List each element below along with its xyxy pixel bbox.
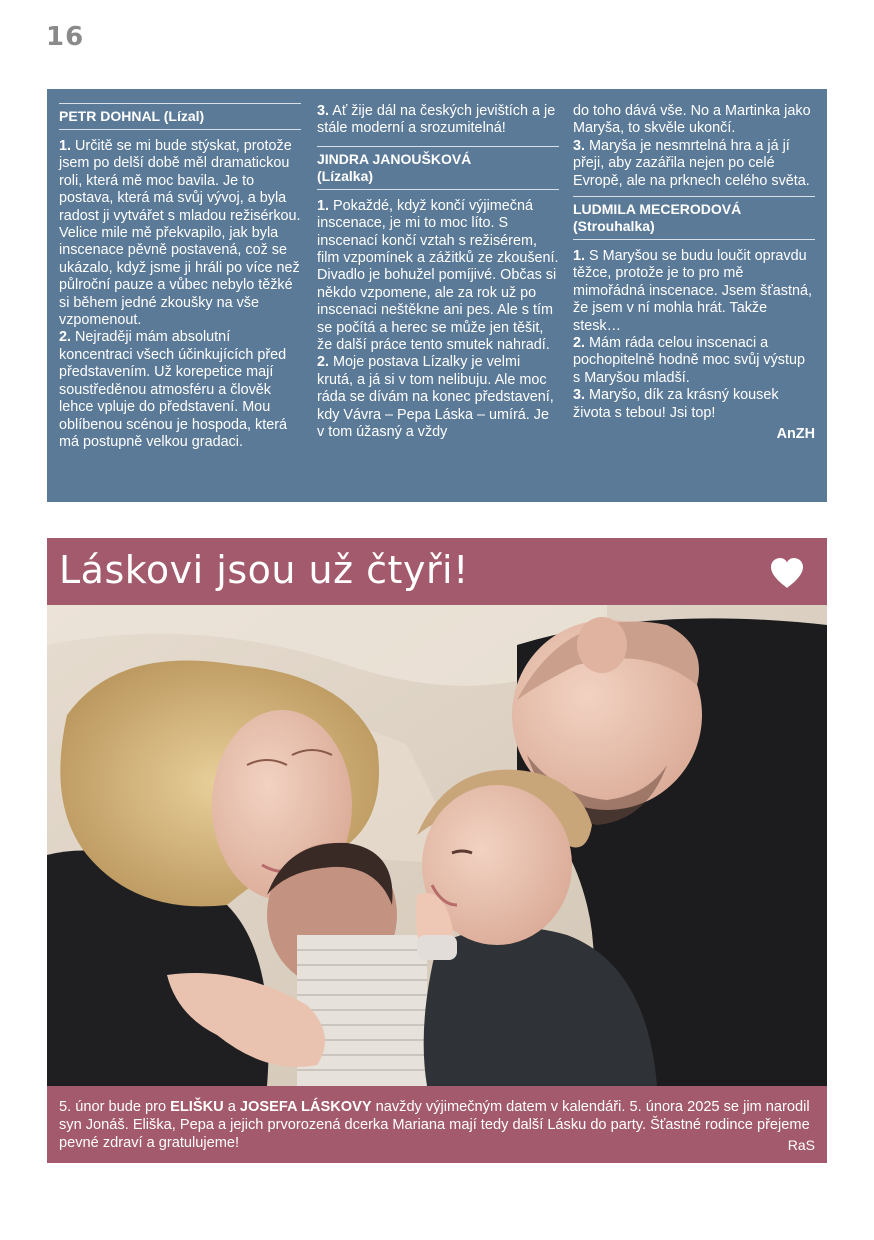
answer-number: 3. bbox=[573, 387, 586, 404]
answer-paragraph bbox=[573, 335, 815, 387]
answer-text: Pokaždé, když končí výjimečná inscenace, je mi to moc líto. S inscenací končí vztah s režisérem, film vzpomínek a zážitků ze zkoušení. Divadlo je bohužel pomíjivé. Občas si někdo vzpomene, ale za rok už po inscenaci neštěkne ani pes. Ale s tím se počítá a herec se může jen těšit, že další práce tento smutek nahradí. bbox=[317, 197, 559, 354]
answer-paragraph bbox=[573, 103, 815, 138]
page-number: 16 bbox=[46, 22, 85, 52]
interview-box bbox=[47, 89, 827, 502]
answer-paragraph bbox=[573, 248, 815, 335]
speaker-name: LUDMILA MECERODOVÁ bbox=[573, 201, 742, 218]
speaker-heading bbox=[573, 196, 815, 240]
answer-number: 1. bbox=[59, 138, 72, 154]
answer-text: Maryšo, dík za krásný kousek života s tebou! Jsi top! bbox=[573, 387, 779, 421]
speaker-name: PETR DOHNAL bbox=[59, 108, 160, 124]
caption-name-eliska: ELIŠKU bbox=[170, 1099, 224, 1115]
caption-text: 5. únor bude pro bbox=[59, 1099, 171, 1115]
caption-text: navždy výjimečným datem v kalendáři. 5. února 2025 se jim narodil syn Jonáš. Eliška, Pepa a jejich prvorozená dcerka Mariana mají tedy další Lásku do party. Šťastné rodince přejeme pevné zdraví a gratulujeme! bbox=[59, 1099, 810, 1151]
answer-text: do toho dává vše. No a Martinka jako Maryša, to skvěle ukončí. bbox=[573, 103, 811, 137]
speaker-role: (Lízal) bbox=[163, 108, 205, 124]
photo-caption bbox=[47, 1086, 827, 1163]
answer-text: Maryša je nesmrtelná hra a já jí přeji, aby zazářila nejen po celé Evropě, ale na prknech celého světa. bbox=[573, 137, 810, 189]
answer-text: Nejraději mám absolutní koncentraci všech účinkujících před představením. Už korepetice mají soustředěnou atmosféru a člověk lehce vpluje do představení. Mou oblíbenou scénou je hospoda, která má postupně velkou gradaci. bbox=[59, 329, 288, 450]
answer-number: 2. bbox=[59, 329, 72, 346]
answer-text: Ať žije dál na českých jevištích a je stále moderní a srozumitelná! bbox=[317, 103, 556, 137]
answer-paragraph bbox=[573, 387, 815, 422]
interview-column-3 bbox=[573, 103, 815, 444]
caption-name-josef: JOSEFA LÁSKOVY bbox=[239, 1099, 372, 1115]
answer-text: Určitě se mi bude stýskat, protože jsem po delší době měl dramatickou roli, která mě moc bavila. Je to postava, která má svůj vývoj, a byla radost ji vytvářet s mladou režisérkou. Velice mile mě překvapilo, jak byla inscenace pěvně postavená, což se ukázalo, když jsme ji hráli po více než půlroční pauze a vůbec nebylo těžké si během jedné zkoušky na vše vzpomenout. bbox=[59, 138, 301, 329]
caption-signature: RaS bbox=[787, 1137, 815, 1153]
answer-number: 2. bbox=[573, 335, 586, 352]
caption-text: a bbox=[223, 1099, 240, 1115]
heart-icon bbox=[769, 557, 805, 589]
answer-paragraph bbox=[59, 138, 301, 329]
answer-number: 2. bbox=[317, 354, 330, 371]
speaker-role: (Lízalka) bbox=[317, 167, 374, 184]
author-signature: AnZH bbox=[776, 426, 815, 443]
answer-text: Mám ráda celou inscenaci a pochopitelně hodně moc svůj výstup s Maryšou mladší. bbox=[573, 335, 805, 386]
answer-text: Moje postava Lízalky je velmi krutá, a já si v tom nelibuju. Ale moc ráda se dívám na konec představení, kdy Vávra – Pepa Láska – umírá. Je v tom úžasný a vždy bbox=[317, 354, 554, 441]
interview-column-1 bbox=[59, 103, 301, 451]
answer-paragraph bbox=[573, 138, 815, 190]
family-photo-illustration bbox=[47, 605, 827, 1086]
speaker-name: JINDRA JANOUŠKOVÁ bbox=[317, 150, 472, 167]
answer-paragraph bbox=[59, 329, 301, 451]
speaker-heading bbox=[59, 103, 301, 130]
speaker-heading bbox=[317, 146, 559, 190]
article-title: Láskovi jsou už čtyři! bbox=[59, 548, 469, 592]
answer-paragraph bbox=[317, 103, 559, 138]
answer-number: 3. bbox=[573, 137, 586, 154]
family-photo bbox=[47, 605, 827, 1086]
interview-column-2 bbox=[317, 103, 559, 442]
answer-paragraph bbox=[317, 354, 559, 441]
article-header bbox=[47, 538, 827, 605]
answer-paragraph bbox=[317, 198, 559, 355]
answer-text: S Maryšou se budu loučit opravdu těžce, protože je to pro mě mimořádná inscenace. Jsem šťastná, že jsem v ní mohla hrát. Takže stesk… bbox=[573, 248, 812, 334]
answer-number: 1. bbox=[317, 197, 330, 214]
answer-number: 3. bbox=[317, 103, 330, 119]
answer-number: 1. bbox=[573, 248, 586, 265]
speaker-role: (Strouhalka) bbox=[573, 218, 655, 235]
